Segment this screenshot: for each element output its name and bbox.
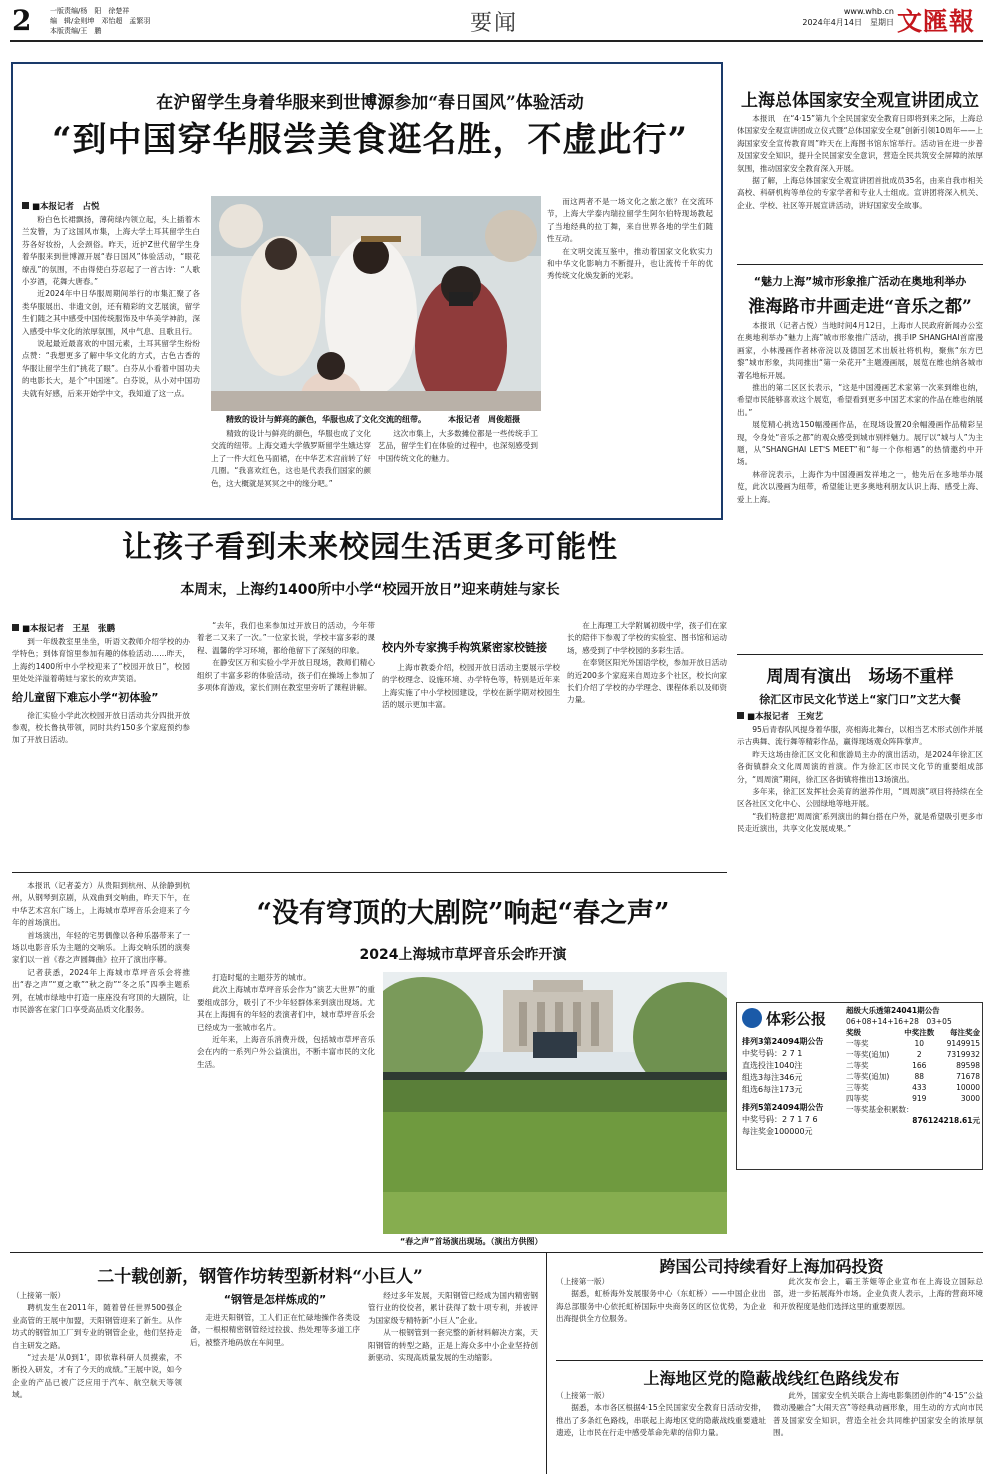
vienna-headline: 淮海路市井画走进“音乐之都” (748, 297, 972, 317)
lead-col-4 (547, 196, 713, 512)
steel-byline: （上接第一版） (12, 1291, 66, 1300)
paragraph: 此外，国家安全机关联合上海电影集团创作的“4·15”公益微动漫融合“大闹天宫”等经典动画形象，用生动的方式向市民普及国家安全知识，营造全社会共同维护国家安全的浓厚氛围。 (773, 1391, 983, 1438)
concert-headline: “没有穹顶的大剧院”响起“春之声” (256, 898, 670, 929)
paragraph: 徐汇实验小学此次校园开放日活动共分四批开放参观，校长鲁执带领，同时共约150多个家庭预约参加了开放日活动。 (12, 710, 190, 745)
pl5-issue: 排列5第24094期公告 (742, 1103, 824, 1112)
campus-col-3 (382, 620, 560, 866)
dlt-block (846, 1005, 980, 1126)
table-row: 一等奖 10 9149915 (846, 1039, 980, 1048)
table-row: 二等奖(追加) 88 71678 (846, 1072, 980, 1081)
site-url: www.whb.cn (843, 7, 894, 16)
pl3-block (742, 1036, 844, 1138)
red-route-headline: 上海地区党的隐蔽战线红色路线发布 (643, 1369, 900, 1388)
paragraph: 首场演出，年轻的宅男偶像以各种乐器带来了一场以电影音乐为主题的交响乐。上海交响乐团的演奏家们以一首《春之声圆舞曲》拉开了演出序幕。 (12, 930, 190, 965)
security-article (737, 113, 983, 260)
xuhui-headline: 周周有演出 场场不重样 (766, 667, 954, 687)
steel-headline: 二十载创新，钢管作坊转型新材料“小巨人” (97, 1267, 423, 1287)
lead-photo-caption: 精致的设计与鲜亮的颜色，华服也成了文化交流的纽带。 (226, 415, 426, 424)
steel-col-3 (368, 1290, 538, 1474)
lottery-title: 体彩公报 (766, 1010, 827, 1028)
dlt-pool-label: 一等奖基金积累数： (846, 1105, 914, 1114)
newspaper-logo: 文匯報 (897, 7, 976, 36)
paragraph: 展览精心挑选150幅漫画作品，在现场设置20余幅漫画作品精彩呈现，令身处“音乐之都”的观众感受到城市别样魅力。展厅以“城与人”为主题，从“SHANGHAI LET'S MEET”和“每一个你相遇”的热情邀约中开场。 (737, 420, 983, 467)
paragraph: 记者获悉，2024年上海城市草坪音乐会将推出“春之声”“夏之歌”“秋之韵”“冬之乐”四季主题系列，在城市绿地中打造一座座没有穹顶的大剧院，让市民游客在家门口享受高品质文化服务。 (12, 967, 190, 1015)
lead-col-3 (378, 428, 538, 512)
concert-photo (383, 972, 727, 1234)
page-number: 2 (12, 4, 32, 37)
steel-col-2 (190, 1290, 360, 1474)
paragraph: 打造时髦的主题芬芳的城市。 (212, 973, 311, 982)
divider (12, 872, 727, 873)
campus-col-4 (567, 620, 727, 866)
lead-kicker: 在沪留学生身着华服来到世博源参加“春日国风”体验活动 (156, 93, 584, 113)
divider (556, 1360, 983, 1361)
table-header-row: 奖级 中奖注数 每注奖金 (846, 1028, 980, 1037)
dlt-title: 超级大乐透第24041期公告 (846, 1006, 940, 1015)
invest-byline: （上接第一版） (556, 1277, 610, 1286)
paragraph: 近年来，上海音乐消费升级，包括城市草坪音乐会在内的一系列户外公益演出，不断丰富市民的文化生活。 (197, 1035, 375, 1069)
steel-col-1 (12, 1290, 182, 1474)
steel-subhead: “钢管是怎样炼成的” (223, 1293, 327, 1306)
campus-subtitle: 本周末，上海约1400所中小学“校园开放日”迎来萌娃与家长 (180, 582, 560, 598)
pl5-numbers: 中奖号码：2 7 1 7 6 (742, 1115, 818, 1124)
lead-photo-credit: 本报记者 周俊超摄 (448, 415, 520, 424)
paragraph: “过去是‘从0到1’，即依靠科研人员摸索，不断投入研发，才有了今天的成绩。”王展中说，如今企业的产品已被广泛应用于汽车、航空航天等领域。 (12, 1353, 182, 1400)
paragraph: 这次市集上，大多数摊位都是一些传统手工艺品，留学生们在体验的过程中，也深刻感受到中国传统文化的魅力。 (378, 429, 538, 463)
paragraph: “我们特意把‘周周演’系列演出的舞台搭在户外，就是希望吸引更多市民走近演出，共享文化发展成果。” (737, 811, 983, 834)
paragraph: 本报讯（记者姜方）从贵阳到杭州、从徐静到杭州，从钢琴到京剧，从戏曲到交响曲，昨天下午，在中华艺术宫东广场上，上海城市草坪音乐会迎来了今年的首场演出。 (12, 881, 190, 928)
vienna-article (737, 320, 983, 650)
masthead-info (784, 6, 894, 28)
campus-subhead: 给儿童留下难忘小学“初体验” (12, 690, 159, 704)
paragraph: 在文明交流互鉴中，推动着国家文化软实力和中华文化影响力不断提升，也让流传千年的优秀传统文化焕发新的光彩。 (547, 246, 713, 281)
concert-col-2 (197, 972, 375, 1250)
table-row: 四等奖 919 3000 (846, 1094, 980, 1103)
pl3-numbers: 中奖号码：2 7 1 (742, 1049, 803, 1058)
paragraph: 据了解，上海总体国家安全观宣讲团首批成员35名，由来自我市相关高校、科研机构等单位的专家学者和专业人士组成。宣讲团将深入机关、企业、学校、社区等开展宣讲活动，讲好国家安全故事。 (737, 176, 983, 210)
paragraph: 推出的第二区区长表示，“这是中国漫画艺术家第一次来到维也纳，希望市民能够喜欢这个展览，希望看到更多中国艺术家的作品在维也纳展出。” (737, 383, 983, 417)
paragraph: 从一根钢管到一套完整的新材料解决方案，天阳钢管的转型之路，正是上海众多中小企业坚持创新驱动、实现高质量发展的生动缩影。 (368, 1328, 538, 1363)
pl3-issue: 排列3第24094期公告 (742, 1037, 824, 1046)
lead-byline: ■本报记者 占悦 (22, 200, 100, 212)
divider (10, 1252, 983, 1253)
issue-date: 2024年4月14日 星期日 (802, 18, 894, 27)
xuhui-byline: ■本报记者 王宛艺 (737, 710, 823, 722)
vienna-kicker: “魅力上海”城市形象推广活动在奥地利举办 (753, 275, 967, 288)
paragraph: 此次发布会上，霸王茶姬等企业宣布在上海设立国际总部，进一步拓展海外市场。企业负责人表示，上海的营商环境和开放程度是他们选择这里的重要原因。 (773, 1277, 983, 1311)
concert-subtitle: 2024上海城市草坪音乐会昨开演 (359, 947, 567, 963)
paragraph: 走进天阳钢管，工人们正在忙碌地操作各类设备，一根根精密钢管经过拉拔、热处理等多道工序后，被整齐地码放在车间里。 (190, 1313, 360, 1347)
paragraph: 精致的设计与鲜亮的颜色，华服也成了文化交流的纽带。上海交通大学俄罗斯留学生娥达穿上了一件大红色马面裙，在中华艺术宫前转了好几圈。“我喜欢红色，这也是代表我们国家的颜色，这大概就是冥冥之中的缘分吧。” (211, 429, 371, 488)
xuhui-subtitle: 徐汇区市民文化节送上“家门口”文艺大餐 (759, 693, 961, 706)
section-title: 要闻 (470, 11, 519, 36)
lead-photo (211, 196, 541, 411)
paragraph: 多年来，徐汇区发挥社会美育的滋养作用，“周周演”项目将持续在全区各社区文化中心、公园绿地等地开展。 (737, 787, 983, 809)
editor-line: 编 辑/金则坤 邓怡超 孟繁羽 (50, 17, 151, 25)
lawn-concert-illustration (383, 972, 727, 1234)
campus-col-2 (197, 620, 375, 866)
editor-line: 一版责编/杨 阳 徐楚祥 (50, 7, 130, 15)
paragraph: 上海市教委介绍，校园开放日活动主要展示学校的学校理念、设施环境、办学特色等，特别是近年来上海实施了中小学校园建设，学校在新学期对校园生活的展示更加丰富。 (382, 663, 560, 710)
security-headline: 上海总体国家安全观宣讲团成立 (741, 91, 979, 111)
dlt-table (846, 1027, 980, 1104)
paragraph: 聘机发生在2011年，随着曾任世界500强企业高管的王展中加盟，天阳钢管迎来了新生。从作坊式的钢管加工厂到专业的钢管企业，他们坚持走自主研发之路。 (12, 1303, 182, 1350)
table-row: 一等奖(追加) 2 7319932 (846, 1050, 980, 1059)
pl5-row: 每注奖金100000元 (742, 1127, 813, 1136)
paragraph: 据悉，虹桥海外发展服务中心（东虹桥）——中国企业出海总部服务中心依托虹桥国际中央商务区的区位优势，为企业出海提供全方位服务。 (556, 1289, 766, 1324)
divider (737, 264, 983, 265)
red-route-col-1 (556, 1390, 766, 1474)
invest-col-1 (556, 1276, 766, 1356)
concert-photo-caption: “春之声”首场演出现场。（演出方供图） (400, 1237, 543, 1246)
paragraph: 本报讯（记者占悦）当地时间4月12日，上海市人民政府新闻办公室在奥地利举办“魅力上海”城市形象推广活动，携手IP SHANGHAI首席漫画家，小林漫画作者林帝浣以及德国艺术出版社将机构，聚焦“东方巴黎”城市形象，共同推出“第一朵花开”主题漫画展，展览在维也纳各城市著名地标开展。 (737, 321, 983, 380)
paragraph: 在静安区万和实验小学开放日现场，教师们精心组织了丰富多彩的体验活动，孩子们在操场上参加了多项体育游戏，家长们则在教室里旁听了课程讲解。 (197, 658, 375, 693)
invest-headline: 跨国公司持续看好上海加码投资 (659, 1257, 884, 1276)
red-route-col-2 (773, 1390, 983, 1474)
lottery-logo-icon (742, 1008, 762, 1028)
concert-col-1 (12, 880, 190, 1250)
students-in-hanfu-illustration (211, 196, 541, 411)
red-route-byline: （上接第一版） (556, 1391, 610, 1400)
dlt-numbers: 06+08+14+16+28 03+05 (846, 1017, 952, 1026)
invest-col-2 (773, 1276, 983, 1356)
paragraph: 据悉，本市各区根据4·15全民国家安全教育日活动安排，推出了多条红色路线，串联起上海地区党的隐蔽战线重要遗址遗迹，让市民在行走中感受革命先辈的信仰力量。 (556, 1403, 766, 1438)
campus-col-1 (12, 636, 190, 866)
pl3-row: 组选6每注173元 (742, 1085, 803, 1094)
paragraph: 经过多年发展，天阳钢管已经成为国内精密钢管行业的佼佼者，累计获得了数十项专利，并被评为国家级专精特新“小巨人”企业。 (368, 1291, 538, 1325)
paragraph: 粉白色长裙飘扬，薄荷绿内领立起，头上插着木兰发簪，为了这国风市集，上海大学土耳其留学生白芬各好妆扮，人会颈俗。昨天，近护Z世代留学生身着华服来到世博源开展“春日国风”体验活动，“眼花缭乱”的氛围，不由得使白芬忍起了一首古诗：“人歌小岁酒，花舞大唐春。” (22, 215, 200, 287)
paragraph: 到一年级教室里坐坐，听语文教师介绍学校的办学特色；到体育馆里参加有趣的体验活动……昨天，上海约1400所中小学校迎来了“校园开放日”，校园里处处洋溢着萌娃与家长的欢声笑语。 (12, 637, 190, 684)
paragraph: 此次上海城市草坪音乐会作为“演艺大世界”的重要组成部分，吸引了不少年轻群体来到演出现场。尤其在上海拥有的年轻的表演者们中，城市草坪音乐会已经成为一张城市名片。 (197, 985, 375, 1032)
paragraph: 本报讯 在“4·15”第九个全民国家安全教育日即将到来之际，上海总体国家安全观宣讲团成立仪式暨“总体国家安全观”创新引领10周年——上海国家安全宣传教育周”昨天在上海图书馆东馆举行。活动旨在进一步普及国家安全知识，提升全民国家安全意识，营造全民共筑安全屏障的浓厚氛围，推动国家安全教育深入开展。 (737, 114, 983, 173)
header-rule (10, 40, 983, 42)
paragraph: 说起最近最喜欢的中国元素，土耳其留学生纷纷点赞：“我想更多了解中华文化的方式，古色古香的华服让留学生们“挑花了眼”。白芬从小看着中国功夫的电影长大，是个“中国迷”。白芬说，从小对中国功夫就有好感，后来开始学中文，我知道了这一点。 (22, 339, 200, 398)
paragraph: 林帝浣表示，上海作为中国漫画发祥地之一，他先后在多地举办展览，此次以漫画为纽带，希望能让更多奥地利朋友认识上海、感受上海、爱上上海。 (737, 469, 983, 504)
campus-byline: ■本报记者 王星 张鹏 (12, 622, 115, 634)
divider (737, 654, 983, 655)
xuhui-article (737, 724, 983, 994)
paragraph: 95后青春队风提身着华服，亮相海北舞台，以相当艺术形式创作并展示古典舞、流行舞等精彩作品，赢得现场观众阵阵掌声。 (737, 725, 983, 747)
table-row: 二等奖 166 89598 (846, 1061, 980, 1070)
paragraph: 昨天这场由徐汇区文化和旅游局主办的演出活动，是2024年徐汇区各街镇群众文化周周演的首演。作为徐汇区市民文化节的重要组成部分，“周周演”期间，徐汇区各街镇将推出13场演出。 (737, 749, 983, 784)
pl3-row: 组选3每注346元 (742, 1073, 803, 1082)
paragraph: 在奉贤区阳光外国语学校，参加开放日活动的近200多个家庭来自周边多个社区，校长向家长们介绍了学校的办学理念、课程体系以及师资力量。 (567, 658, 727, 705)
paragraph: 近2024年中日华服周期间举行的市集汇聚了各类华服展出、非遗文创，还有精彩的文艺展演，留学生们随之其中感受中国传统服饰及中华美学神韵，深入感受中华文化的浓厚氛围，风中气息、且歌且行。 (22, 289, 200, 336)
lead-col-2 (211, 428, 371, 512)
editor-line: 本版责编/王 鹏 (50, 27, 102, 35)
paragraph: 在上海理工大学附属初级中学，孩子们在家长的陪伴下参观了学校的实验室、图书馆和运动场，感受到了中学校园的多彩生活。 (567, 621, 727, 655)
lead-col-1 (22, 214, 200, 510)
editor-credits (50, 6, 150, 36)
lead-headline: “到中国穿华服尝美食逛名胜，不虚此行” (51, 120, 689, 160)
dlt-pool-value: 876124218.61元 (912, 1116, 980, 1125)
paragraph: 而这两者不是一场文化之旅之旅？在交流环节，上海大学泰内瑞拉留学生阿尔伯特现场教起了当地经典的拉丁舞，来自世界各地的学生们随性互动。 (547, 197, 713, 244)
pl3-row: 直选投注1040注 (742, 1061, 803, 1070)
paragraph: “去年，我们也来参加过开放日的活动，今年带着老二又来了一次。”一位家长说，学校丰富多彩的课程、温馨的学习环境，都给他留下了深刻的印象。 (197, 621, 375, 655)
campus-headline: 让孩子看到未来校园生活更多可能性 (122, 530, 618, 565)
divider (546, 1252, 547, 1474)
table-row: 三等奖 433 10000 (846, 1083, 980, 1092)
campus-subhead: 校内外专家携手构筑紧密家校链接 (382, 641, 547, 654)
